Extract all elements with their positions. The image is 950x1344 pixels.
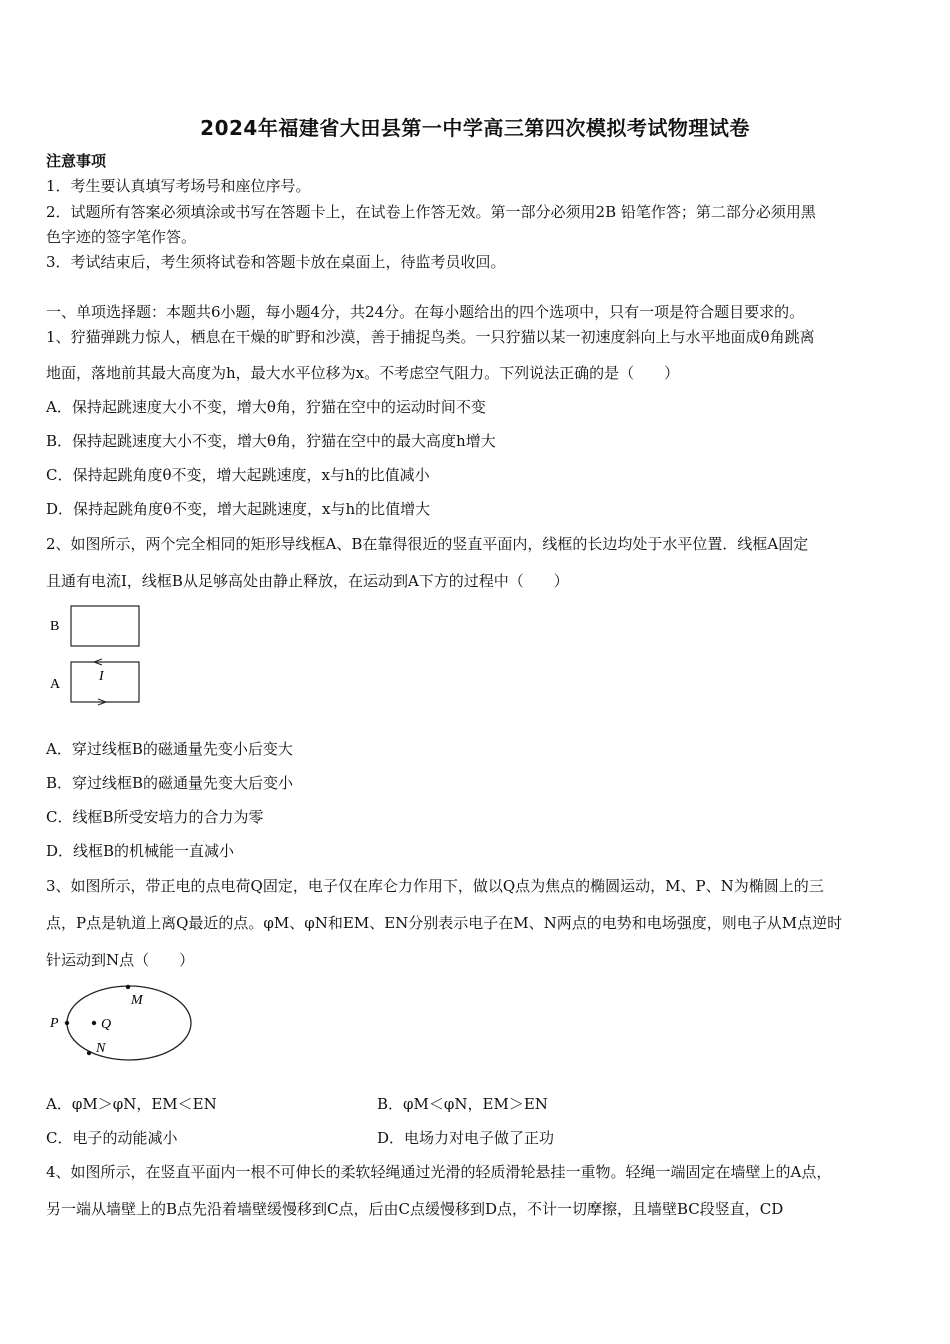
q1-option-d: D．保持起跳角度θ不变，增大起跳速度，x与h的比值增大: [46, 500, 431, 518]
point-n-label: N: [96, 1041, 106, 1056]
section-1-heading: 一、单项选择题：本题共6小题，每小题4分，共24分。在每小题给出的四个选项中，只有一项是符合题目要求的。: [46, 303, 805, 321]
frame-b-label: B: [50, 619, 60, 634]
frame-a-label: A: [50, 677, 61, 692]
orbit-ellipse: [67, 986, 191, 1060]
notice-item-3: 3．考试结束后，考生须将试卷和答题卡放在桌面上，待监考员收回。: [46, 253, 506, 271]
notice-heading: 注意事项: [46, 152, 107, 170]
point-n-dot: [87, 1051, 91, 1055]
q3-stem-line-3: 针运动到N点（ ）: [46, 951, 195, 969]
q3-stem-line-1: 3、如图所示，带正电的点电荷Q固定，电子仅在库仑力作用下，做以Q点为焦点的椭圆运动，M、P、N为椭圆上的三: [46, 877, 824, 895]
point-p-dot: [65, 1021, 69, 1025]
point-q-dot: [92, 1021, 96, 1025]
frame-b: [71, 606, 139, 646]
q1-stem-line-2: 地面，落地前其最大高度为h，最大水平位移为x。不考虑空气阻力。下列说法正确的是（ ）: [46, 364, 680, 382]
q1-option-c: C．保持起跳角度θ不变，增大起跳速度，x与h的比值减小: [46, 466, 430, 484]
notice-item-2-cont: 色字迹的签字笔作答。: [46, 228, 197, 246]
q3-ellipse-orbit-figure: [44, 980, 204, 1065]
q2-option-b: B．穿过线框B的磁通量先变大后变小: [46, 774, 294, 792]
q4-stem-line-2: 另一端从墙壁上的B点先沿着墙壁缓慢移到C点，后由C点缓慢移到D点，不计一切摩擦，且墙壁BC段竖直，CD: [46, 1200, 784, 1218]
point-m-dot: [126, 985, 130, 989]
q2-option-c: C．线框B所受安培力的合力为零: [46, 808, 264, 826]
q2-option-a: A．穿过线框B的磁通量先变小后变大: [46, 740, 293, 758]
notice-item-1: 1．考生要认真填写考场号和座位序号。: [46, 177, 311, 195]
q3-option-c: C．电子的动能减小: [46, 1129, 178, 1147]
q3-option-d: D．电场力对电子做了正功: [377, 1129, 555, 1147]
q4-stem-line-1: 4、如图所示，在竖直平面内一根不可伸长的柔软轻绳通过光滑的轻质滑轮悬挂一重物。轻绳一端固定在墙壁上的A点，: [46, 1163, 832, 1181]
q1-stem-line-1: 1、狞猫弹跳力惊人，栖息在干燥的旷野和沙漠，善于捕捉鸟类。一只狞猫以某一初速度斜向上与水平地面成θ角跳离: [46, 328, 815, 346]
q1-option-a: A．保持起跳速度大小不变，增大θ角，狞猫在空中的运动时间不变: [46, 398, 486, 416]
q1-option-b: B．保持起跳速度大小不变，增大θ角，狞猫在空中的最大高度h增大: [46, 432, 496, 450]
q3-option-a: A．φM＞φN，EM＜EN: [46, 1095, 217, 1113]
point-q-label: Q: [101, 1017, 112, 1032]
frame-a: [71, 662, 139, 702]
point-p-label: P: [50, 1016, 59, 1031]
current-label: I: [99, 669, 104, 684]
q2-stem-line-2: 且通有电流I，线框B从足够高处由静止释放，在运动到A下方的过程中（ ）: [46, 572, 569, 590]
q3-option-b: B．φM＜φN，EM＞EN: [377, 1095, 548, 1113]
exam-title: 2024年福建省大田县第一中学高三第四次模拟考试物理试卷: [200, 116, 750, 140]
notice-item-2: 2．试题所有答案必须填涂或书写在答题卡上，在试卷上作答无效。第一部分必须用2B 铅笔作答；第二部分必须用黑: [46, 203, 816, 221]
q2-stem-line-1: 2、如图所示，两个完全相同的矩形导线框A、B在靠得很近的竖直平面内，线框的长边均处于水平位置．线框A固定: [46, 535, 809, 553]
q2-wire-frames-figure: [44, 600, 154, 710]
q2-option-d: D．线框B的机械能一直减小: [46, 842, 235, 860]
q3-stem-line-2: 点，P点是轨道上离Q最近的点。φM、φN和EM、EN分别表示电子在M、N两点的电势和电场强度，则电子从M点逆时: [46, 914, 843, 932]
point-m-label: M: [131, 993, 143, 1008]
